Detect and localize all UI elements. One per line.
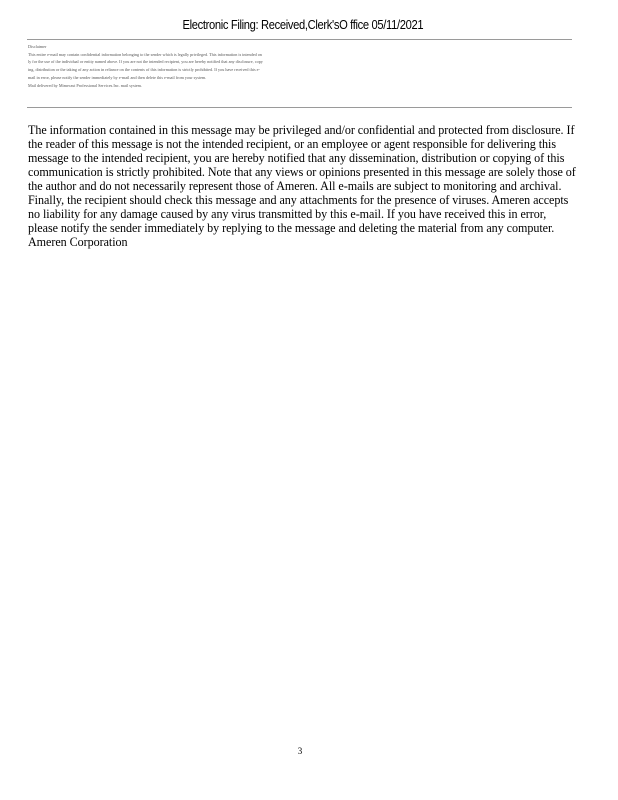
disclaimer-block	[28, 43, 263, 89]
confidentiality-notice	[28, 123, 578, 249]
top-divider	[27, 39, 572, 40]
disclaimer-text: This entire e-mail may contain confidential information belonging to the sender which is legally privileged. This information is intended only for the use of the individual or entity named above. If you are not the intended recipient, you are hereby notified that any disclosure, copying, distribution or the taking of any action in reliance on the contents of this information is strictly prohibited. If you have received this e-mail in error, please notify the sender immediately by e-mail and then delete this e-mail from your system.	[28, 51, 263, 80]
confidentiality-paragraph: The information contained in this message may be privileged and/or confidential and protected from disclosure. If the reader of this message is not the intended recipient, or an employee or agent responsible for delivering this message to the intended recipient, you are hereby notified that any dissemination, distribution or copying of this communication is strictly prohibited. Note that any views or opinions presented in this message are solely those of the author and do not necessarily represent those of Ameren. All e-mails are subject to monitoring and archival. Finally, the recipient should check this message and any attachments for the presence of viruses. Ameren accepts no liability for any damage caused by any virus transmitted by this e-mail. If you have received this in error, please notify the sender immediately by replying to the message and deleting the material from any computer. Ameren Corporation	[28, 123, 576, 249]
disclaimer-title: Disclaimer	[28, 44, 47, 49]
bottom-divider	[27, 107, 572, 108]
filing-stamp-header: Electronic Filing: Received,Clerk'sO ffice 05/11/2021	[182, 17, 424, 32]
disclaimer-footer-note: Mail delivered by Mimecast Professional Services.Inc. mail system.	[28, 82, 142, 88]
page-number: 3	[297, 746, 303, 756]
